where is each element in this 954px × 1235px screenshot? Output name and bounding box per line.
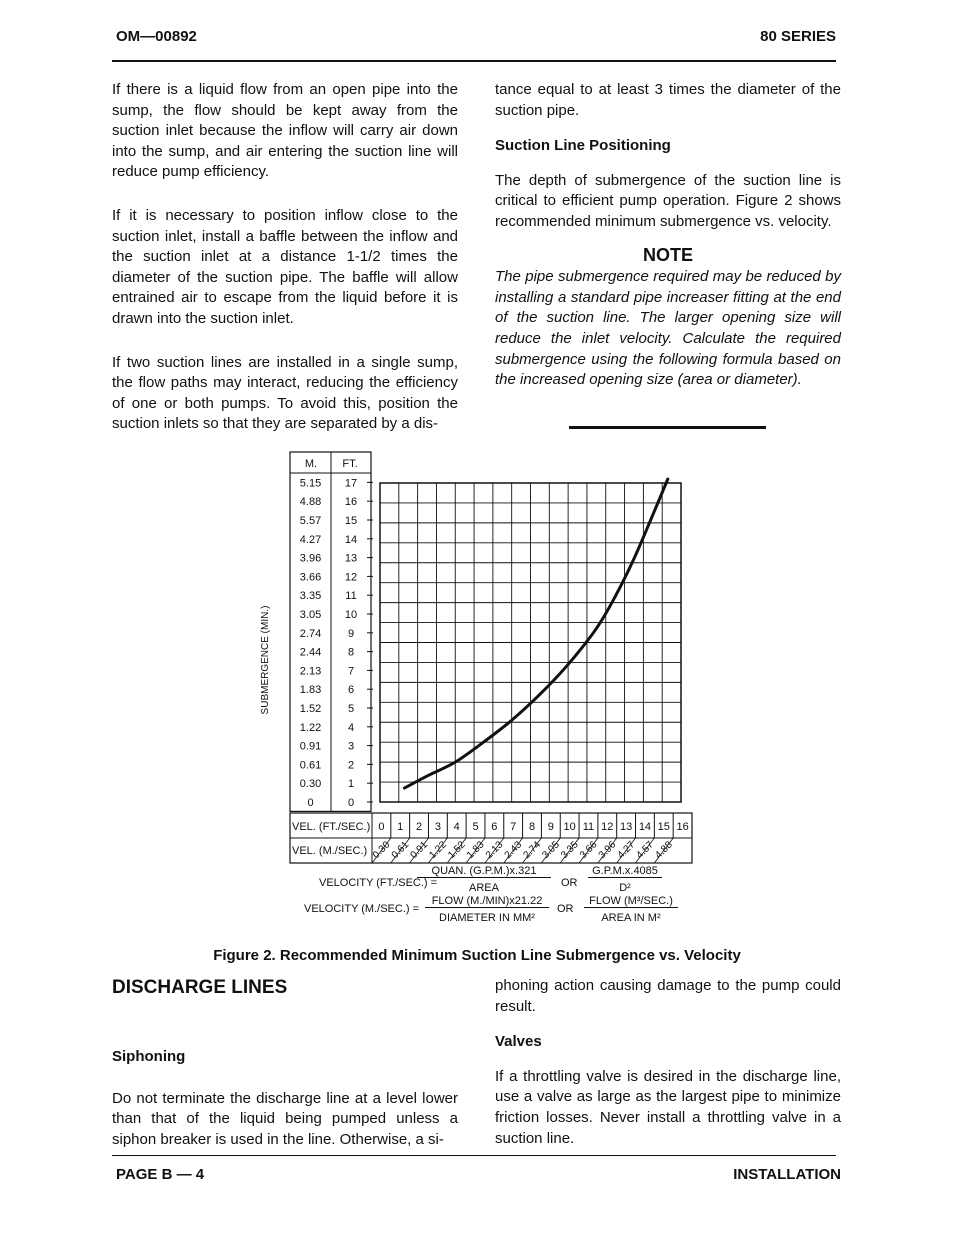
submergence-curve [404,479,667,788]
x-tick-label-ft: 12 [601,821,614,833]
paragraph-distance: tance equal to at least 3 times the diameter of the suction pipe. [495,81,841,119]
heading-suction-positioning: Suction Line Positioning [495,137,671,155]
formula-or-1: OR [561,877,578,889]
x-tick-label-ft: 4 [453,821,460,833]
y-tick-label-ft: 7 [347,665,355,678]
page-number: PAGE B — 4 [116,1166,205,1183]
y-tick-label-m: 5.15 [299,477,322,490]
note-text: The pipe submergence required may be reduced by installing a standard pipe increaser fitting at the end of the suction line. The larger opening size will reduce the inlet velocity. Calculate the required submergence using the following formula based on the increased opening size (area or diameter). [495,268,841,389]
paragraph-valves: If a throttling valve is desired in the discharge line, use a valve as large as the largest pipe to minimize friction losses. Never install a throttling valve in a suction line. [495,1067,841,1147]
formula-ft-num1: QUAN. (G.P.M.)x.321 [417,865,551,878]
x-tick-label-m: 4.27 [615,839,638,862]
x-tick-label-m: 3.96 [596,839,619,862]
y-tick-label-ft: 13 [344,552,358,565]
discharge-left-column [112,1047,458,1150]
y-tick-label-ft: 4 [347,721,355,734]
y-tick-label-ft: 0 [347,797,355,809]
y-tick-label-m: 0.30 [299,778,322,791]
y-tick-label-m: 0 [307,797,314,809]
paragraph-siphon-damage: phoning action causing damage to the pump could result. [495,977,841,1015]
formula-m-den1: DIAMETER IN MM² [439,912,535,924]
doc-id: OM—00892 [116,28,197,45]
y-header-ft: FT. [342,458,358,470]
y-tick-label-ft: 1 [347,778,355,791]
paragraph-submergence: The depth of submergence of the suction line is critical to efficient pump operation. Figure 2 shows recommended minimum submergence vs. velocity. [495,171,841,230]
x-tick-label-m: 4.88 [653,839,675,862]
y-tick-label-ft: 10 [344,609,358,621]
x-tick-label-ft: 7 [510,821,517,833]
x-tick-label-m: 2.13 [483,839,506,862]
x-tick-label-ft: 2 [415,821,423,833]
y-tick-label-ft: 14 [344,533,358,546]
y-tick-label-m: 3.66 [299,571,322,584]
discharge-right-column [495,976,841,1149]
y-axis-table [290,452,371,811]
formula-m-den2: AREA IN M² [601,912,661,924]
y-tick-label-m: 1.52 [299,703,322,715]
x-tick-label-m: 1.83 [464,839,487,862]
chart-grid [367,482,681,802]
y-tick-label-m: 2.44 [299,646,322,659]
x-tick-label-ft: 9 [547,821,554,833]
paragraph-baffle: If it is necessary to position inflow close to the suction inlet, install a baffle between the inflow and the suction inlet at a distance 1-1/2 times the diameter of the suction pipe. The baffle will allow entrained air to escape from the liquid before it is drawn into the suction inlet. [112,206,458,327]
x-tick-label-m: 3.35 [559,839,581,862]
x-tick-label-ft: 15 [657,821,670,833]
x-tick-label-m: 0.91 [408,839,431,862]
formula-m-num1: FLOW (M./MIN)x21.22 [425,895,549,908]
formula-ft-den2: D² [619,882,631,894]
formula-m-num2: FLOW (M³/SEC.) [584,895,678,908]
y-axis-label: SUBMERGENCE (MIN.) [260,605,271,715]
formula-m-label: VELOCITY (M./SEC.) = [304,903,420,915]
y-tick-label-m: 4.27 [299,533,322,546]
x-tick-label-ft: 10 [563,821,576,833]
y-tick-label-ft: 6 [347,684,355,697]
formula-block [0,860,954,930]
y-tick-label-m: 2.13 [299,665,322,678]
heading-valves: Valves [495,1033,542,1051]
y-tick-label-m: 1.83 [299,684,322,697]
x-tick-label-ft: 5 [472,821,479,833]
y-tick-label-ft: 11 [345,590,357,603]
figure-caption: Figure 2. Recommended Minimum Suction Line Submergence vs. Velocity [213,947,741,964]
x-label-ft: VEL. (FT./SEC.) [292,821,371,833]
section-title-discharge: DISCHARGE LINES [112,977,288,998]
heading-siphoning: Siphoning [112,1048,186,1065]
formula-ft-den1: AREA [469,882,499,894]
x-tick-label-ft: 13 [619,821,633,833]
y-tick-label-ft: 16 [344,496,358,509]
y-tick-label-ft: 15 [344,515,358,527]
x-tick-label-m: 3.05 [540,839,562,862]
y-tick-label-m: 0.61 [299,759,322,772]
formula-or-2: OR [557,903,574,915]
x-tick-label-ft: 8 [528,821,536,833]
x-tick-label-ft: 0 [378,821,385,833]
footer-section: INSTALLATION [733,1166,841,1183]
x-tick-label-ft: 1 [397,821,404,833]
x-tick-label-ft: 14 [638,821,652,833]
y-tick-label-ft: 3 [347,740,355,753]
y-tick-label-ft: 9 [347,627,355,640]
y-header-m: M. [304,458,318,470]
x-tick-label-m: 2.43 [502,839,525,862]
x-tick-label-m: 2.74 [521,839,544,862]
x-label-m: VEL. (M./SEC.) [292,845,368,857]
formula-ft-label: VELOCITY (FT./SEC.) = [319,877,438,889]
y-tick-label-ft: 17 [344,477,358,490]
x-tick-label-m: 0.61 [389,839,412,862]
note-title: NOTE [642,244,693,265]
formula-ft-num2: G.P.M.x.4085 [588,865,662,878]
y-tick-label-ft: 2 [347,759,355,772]
y-tick-label-m: 0.91 [299,740,322,753]
y-tick-label-m: 1.22 [299,721,322,734]
x-tick-label-m: 3.66 [577,839,600,862]
x-tick-label-ft: 6 [491,821,498,833]
y-tick-label-m: 5.57 [299,515,322,527]
y-tick-label-m: 4.88 [299,496,322,509]
curve-layer [404,479,667,788]
y-tick-label-m: 3.05 [299,609,322,621]
x-tick-label-ft: 3 [434,821,441,833]
x-tick-label-ft: 11 [582,821,595,833]
paragraph-two-lines: If two suction lines are installed in a single sump, the flow paths may interact, reducing the efficiency of one or both pumps. To avoid this, position the suction inlets so that they are separated by a dis- [112,353,458,433]
x-tick-label-m: 1.22 [427,839,449,862]
y-tick-label-ft: 12 [344,571,358,584]
y-tick-label-m: 3.35 [299,590,322,603]
footer-rule [112,1155,836,1156]
x-tick-label-ft: 16 [676,821,689,833]
y-tick-label-ft: 5 [347,703,355,715]
y-tick-label-m: 3.96 [299,552,322,565]
series-title: 80 SERIES [760,28,836,45]
x-tick-label-m: 0.30 [370,839,393,862]
paragraph-siphoning: Do not terminate the discharge line at a level lower than that of the liquid being pumped unless a siphon breaker is used in the line. Otherwise, a si- [112,1089,458,1148]
y-tick-label-m: 2.74 [299,627,322,640]
paragraph-inflow: If there is a liquid flow from an open pipe into the sump, the flow should be kept away from the suction inlet because the inflow will carry air down into the sump, and air entering the suction line will reduce pump efficiency. [112,81,458,181]
x-tick-label-m: 1.52 [446,839,468,862]
y-tick-label-ft: 8 [347,646,355,659]
x-tick-label-m: 4.57 [634,839,656,862]
